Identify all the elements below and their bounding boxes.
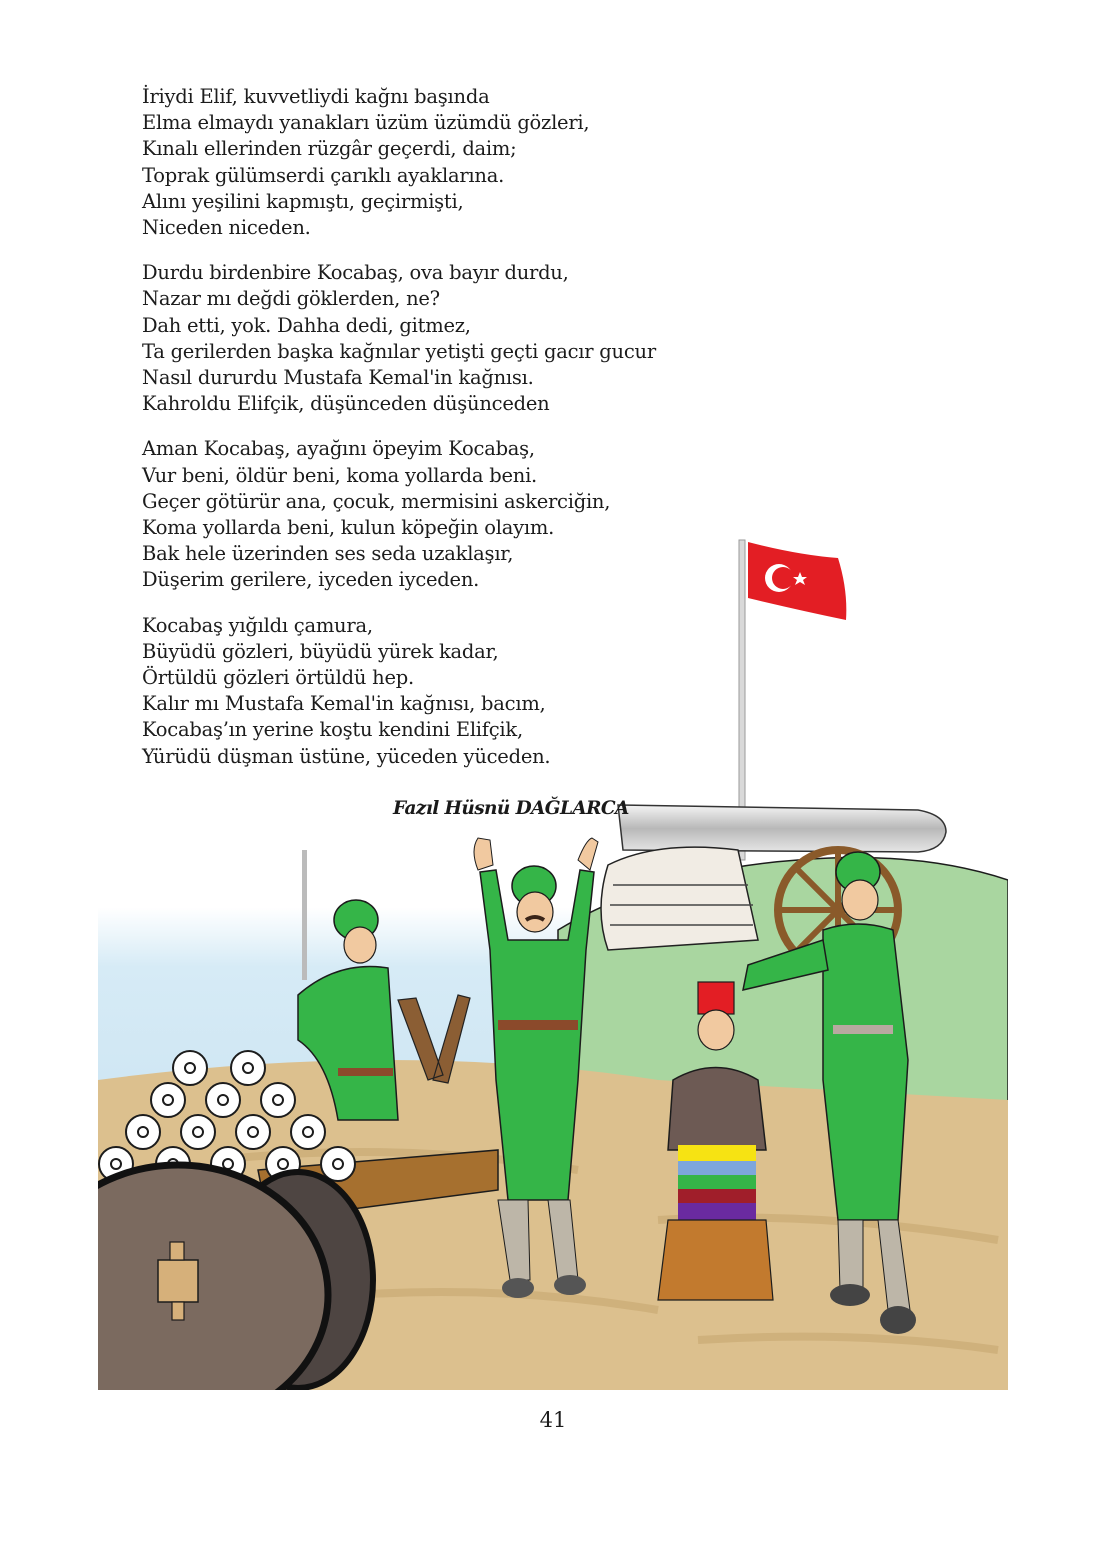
poem-line: Geçer götürür ana, çocuk, mermisini askerciğin, [142,489,611,513]
poem-line: İriydi Elif, kuvvetliydi kağnı başında [142,85,490,108]
poem-line: Büyüdü gözleri, büyüdü yürek kadar, [142,639,499,663]
stanza-3 [142,436,742,593]
poem-line: Dah etti, yok. Dahha dedi, gitmez, [142,313,471,337]
poem-line: Nasıl dururdu Mustafa Kemal'in kağnısı. [142,366,534,390]
poem-line: Kocabaş yığıldı çamura, [142,613,373,637]
poem-line: Kocabaş’ın yerine koştu kendini Elifçik, [142,718,523,742]
stanza-4 [142,613,742,770]
poem-line: Düşerim gerilere, iyceden iyceden. [142,568,480,592]
page-number: 41 [539,1408,567,1432]
poem-line: Kınalı ellerinden rüzgâr geçerdi, daim; [142,137,517,161]
poem-line: Kahroldu Elifçik, düşünceden düşünceden [142,392,550,416]
poem-line: Alını yeşilini kapmıştı, geçirmişti, [142,189,464,213]
poem-line: Durdu birdenbire Kocabaş, ova bayır durdu, [142,261,569,285]
poem [142,84,742,789]
poem-line: Toprak gülümserdi çarıklı ayaklarına. [142,163,505,187]
poem-line: Ta gerilerden başka kağnılar yetişti geçti gacır gucur [142,339,656,363]
poem-line: Koma yollarda beni, kulun köpeğin olayım. [142,516,555,540]
poem-line: Niceden niceden. [142,216,311,240]
stanza-1 [142,84,742,241]
poem-author: Fazıl Hüsnü DAĞLARCA [393,798,629,819]
poem-line: Nazar mı değdi göklerden, ne? [142,287,440,311]
poem-line: Kalır mı Mustafa Kemal'in kağnısı, bacım, [142,692,546,716]
poem-line: Elma elmaydı yanakları üzüm üzümdü gözleri, [142,111,590,135]
poem-line: Vur beni, öldür beni, koma yollarda beni. [142,463,538,487]
poem-line: Yürüdü düşman üstüne, yüceden yüceden. [142,744,551,768]
poem-line: Aman Kocabaş, ayağını öpeyim Kocabaş, [142,437,535,461]
poem-line: Bak hele üzerinden ses seda uzaklaşır, [142,542,514,566]
stanza-2 [142,260,742,417]
poem-line: Örtüldü gözleri örtüldü hep. [142,666,414,690]
